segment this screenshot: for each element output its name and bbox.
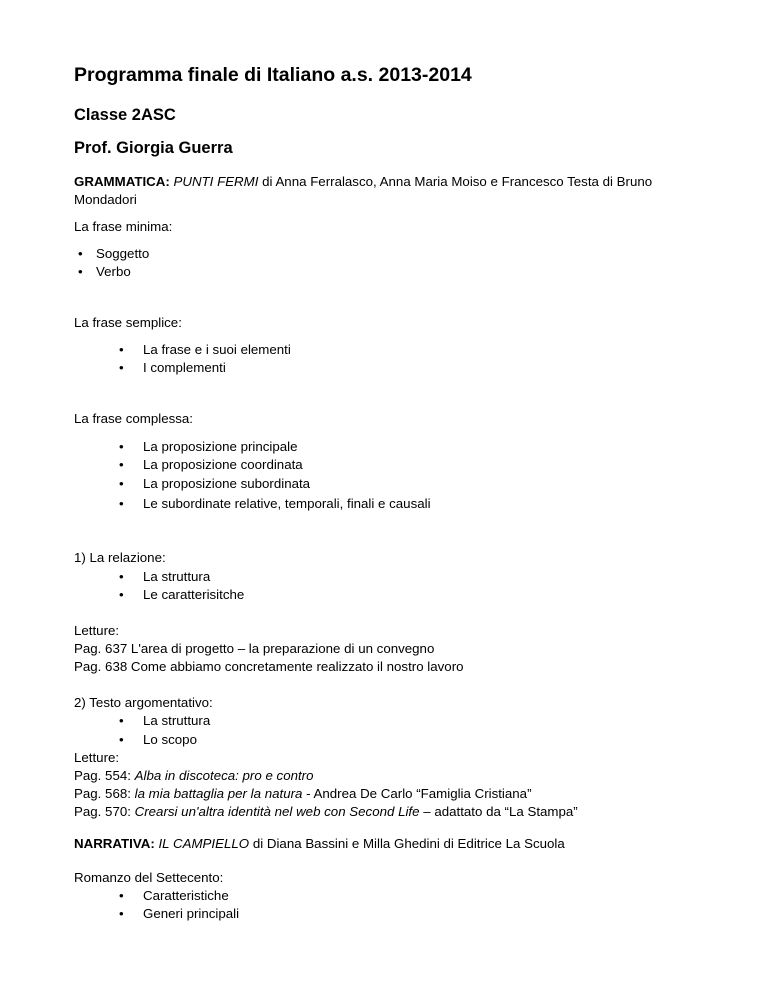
frase-complessa-heading: La frase complessa:	[74, 411, 193, 426]
bullet-icon: •	[119, 713, 124, 728]
class-heading: Classe 2ASC	[74, 106, 176, 124]
bullet-icon: •	[119, 569, 124, 584]
relazione-heading: 1) La relazione:	[74, 550, 166, 565]
bullet-icon: •	[119, 732, 124, 747]
bullet-icon: •	[119, 360, 124, 375]
bullet-icon: •	[119, 457, 124, 472]
argomentativo-letture-label: Letture:	[74, 750, 120, 765]
bullet-icon: •	[119, 888, 124, 903]
relazione-lettura: Pag. 638 Come abbiamo concretamente realizzato il nostro lavoro	[74, 659, 464, 674]
bullet-icon: •	[119, 496, 124, 511]
settecento-heading: Romanzo del Settecento:	[74, 870, 224, 885]
narrativa-book-title: IL CAMPIELLO	[158, 836, 250, 851]
bullet-icon: •	[119, 342, 124, 357]
relazione-letture-label: Letture:	[74, 623, 120, 638]
bullet-icon: •	[78, 246, 83, 261]
argomentativo-lettura: Pag. 570: Crearsi un'altra identità nel web con Second Life – adattato da “La Stampa”	[74, 804, 578, 819]
grammatica-paragraph	[74, 173, 714, 209]
relazione-lettura: Pag. 637 L'area di progetto – la preparazione di un convegno	[74, 641, 435, 656]
narrativa-paragraph	[74, 835, 565, 853]
argomentativo-lettura: Pag. 568: la mia battaglia per la natura - Andrea De Carlo “Famiglia Cristiana”	[74, 786, 532, 801]
frase-semplice-heading: La frase semplice:	[74, 315, 182, 330]
bullet-icon: •	[119, 476, 124, 491]
bullet-icon: •	[78, 264, 83, 279]
grammatica-book-info: di Anna Ferralasco, Anna Maria Moiso e Francesco Testa di Bruno Mondadori	[74, 174, 653, 207]
teacher-heading: Prof. Giorgia Guerra	[74, 139, 233, 157]
bullet-icon: •	[119, 587, 124, 602]
narrativa-book-info: di Diana Bassini e Milla Ghedini di Editrice La Scuola	[249, 836, 565, 851]
page-title: Programma finale di Italiano a.s. 2013-2014	[74, 64, 472, 86]
frase-minima-heading: La frase minima:	[74, 219, 173, 234]
argomentativo-heading: 2) Testo argomentativo:	[74, 695, 213, 710]
argomentativo-lettura: Pag. 554: Alba in discoteca: pro e contro	[74, 768, 314, 783]
narrativa-label: NARRATIVA:	[74, 836, 155, 851]
grammatica-book-title: PUNTI FERMI	[173, 174, 259, 189]
bullet-icon: •	[119, 439, 124, 454]
grammatica-label: GRAMMATICA:	[74, 174, 170, 189]
bullet-icon: •	[119, 906, 124, 921]
